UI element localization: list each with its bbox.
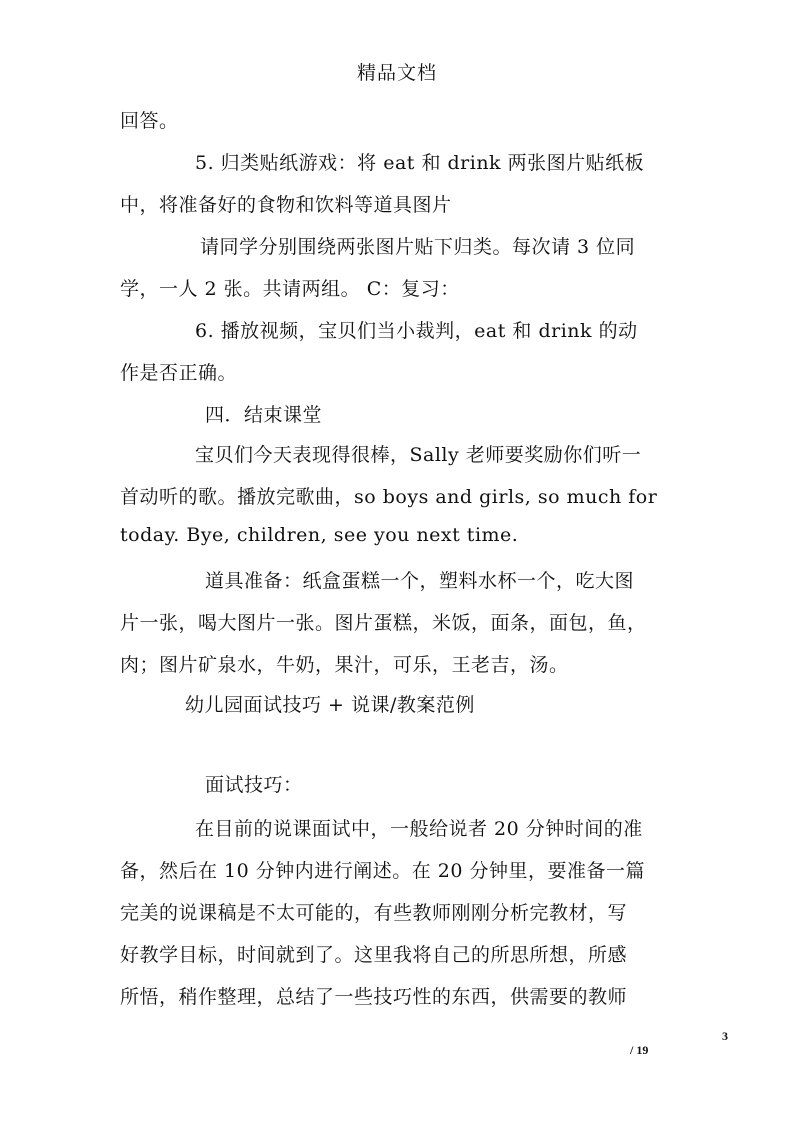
section-heading: 四．结束课堂 bbox=[205, 404, 323, 426]
text-line: 片一张，喝大图片一张。图片蛋糕，米饭，面条，面包，鱼， bbox=[120, 612, 647, 634]
text-line: 好教学目标，时间就到了。这里我将自己的所思所想，所感 bbox=[120, 944, 628, 966]
text-line: 中，将准备好的食物和饮料等道具图片 bbox=[120, 194, 452, 216]
page-number: 3 bbox=[722, 1029, 728, 1043]
text-line: 在目前的说课面试中，一般给说者 20 分钟时间的准 bbox=[195, 818, 643, 840]
page-header: 精品文档 bbox=[356, 62, 437, 84]
text-line: 6. 播放视频，宝贝们当小裁判，eat 和 drink 的动 bbox=[195, 320, 638, 342]
section-title: 幼儿园面试技巧 + 说课/教案范例 bbox=[185, 694, 475, 716]
text-line: 5. 归类贴纸游戏：将 eat 和 drink 两张图片贴纸板 bbox=[195, 152, 645, 174]
text-line: today. Bye, children, see you next time. bbox=[120, 524, 519, 546]
text-line: 完美的说课稿是不太可能的，有些教师刚刚分析完教材，写 bbox=[120, 902, 628, 924]
text-line: 肉；图片矿泉水，牛奶，果汁，可乐，王老吉，汤。 bbox=[120, 654, 569, 676]
text-line: 道具准备：纸盒蛋糕一个，塑料水杯一个，吃大图 bbox=[205, 570, 635, 592]
page-total: / 19 bbox=[630, 1043, 649, 1057]
section-heading: 面试技巧： bbox=[205, 774, 303, 796]
text-line: 宝贝们今天表现得很棒，Sally 老师要奖励你们听一 bbox=[195, 444, 642, 466]
text-line: 请同学分别围绕两张图片贴下归类。每次请 3 位同 bbox=[200, 236, 636, 258]
text-line: 所悟，稍作整理，总结了一些技巧性的东西，供需要的教师 bbox=[120, 986, 628, 1008]
text-line: 首动听的歌。播放完歌曲，so boys and girls, so much for bbox=[120, 486, 658, 508]
text-line: 回答。 bbox=[120, 110, 179, 132]
text-line: 备，然后在 10 分钟内进行阐述。在 20 分钟里，要准备一篇 bbox=[120, 860, 646, 882]
text-line: 作是否正确。 bbox=[120, 362, 238, 384]
text-line: 学，一人 2 张。共请两组。 C：复习： bbox=[120, 278, 460, 300]
